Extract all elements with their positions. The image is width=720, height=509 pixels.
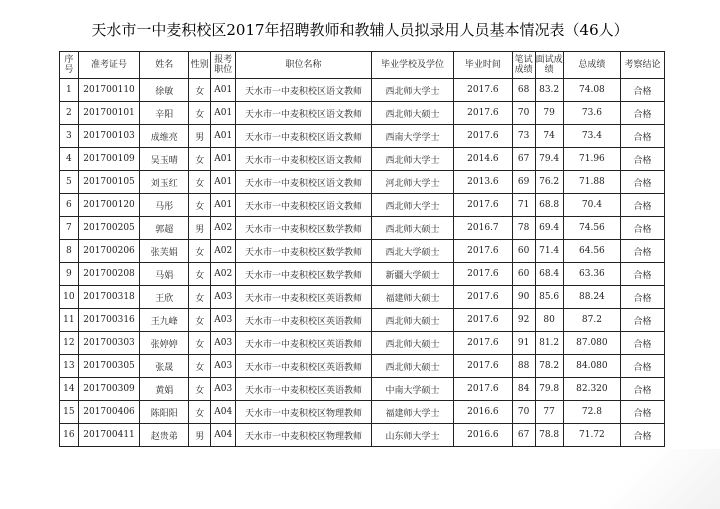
cell-total-score: 82.320 <box>563 378 620 401</box>
cell-name: 吴玉晴 <box>140 148 189 171</box>
cell-interview-score: 76.2 <box>535 171 563 194</box>
cell-no: 15 <box>60 401 79 424</box>
cell-interview-score: 78.8 <box>535 424 563 447</box>
cell-result: 合格 <box>621 309 665 332</box>
cell-name: 刘玉红 <box>140 171 189 194</box>
cell-school: 福建师大学士 <box>371 401 453 424</box>
cell-position-name: 天水市一中麦积校区英语教师 <box>236 355 372 378</box>
cell-name: 徐敏 <box>140 79 189 102</box>
table-row <box>60 355 665 378</box>
cell-position-code: A01 <box>211 171 236 194</box>
cell-sex: 男 <box>189 217 211 240</box>
cell-name: 黄娟 <box>140 378 189 401</box>
header-graduation: 毕业时间 <box>454 52 512 79</box>
cell-position-code: A01 <box>211 194 236 217</box>
cell-position-name: 天水市一中麦积校区英语教师 <box>236 286 372 309</box>
cell-interview-score: 74 <box>535 125 563 148</box>
cell-position-name: 天水市一中麦积校区语文教师 <box>236 148 372 171</box>
cell-position-code: A03 <box>211 309 236 332</box>
header-position-name: 职位名称 <box>236 52 372 79</box>
cell-exam-id: 201700316 <box>78 309 140 332</box>
cell-written-score: 91 <box>512 332 535 355</box>
cell-position-code: A02 <box>211 263 236 286</box>
cell-no: 8 <box>60 240 79 263</box>
cell-exam-id: 201700318 <box>78 286 140 309</box>
cell-exam-id: 201700103 <box>78 125 140 148</box>
cell-total-score: 73.4 <box>563 125 620 148</box>
table-row <box>60 194 665 217</box>
cell-result: 合格 <box>621 240 665 263</box>
cell-total-score: 63.36 <box>563 263 620 286</box>
cell-name: 王欣 <box>140 286 189 309</box>
cell-interview-score: 68.4 <box>535 263 563 286</box>
cell-interview-score: 85.6 <box>535 286 563 309</box>
table-row <box>60 79 665 102</box>
cell-school: 西北大学硕士 <box>371 240 453 263</box>
cell-interview-score: 79.8 <box>535 378 563 401</box>
cell-position-name: 天水市一中麦积校区语文教师 <box>236 125 372 148</box>
cell-graduation: 2016.6 <box>454 401 512 424</box>
cell-total-score: 64.56 <box>563 240 620 263</box>
cell-exam-id: 201700305 <box>78 355 140 378</box>
cell-interview-score: 69.4 <box>535 217 563 240</box>
cell-position-code: A03 <box>211 378 236 401</box>
cell-result: 合格 <box>621 125 665 148</box>
cell-position-code: A03 <box>211 286 236 309</box>
cell-total-score: 74.56 <box>563 217 620 240</box>
cell-school: 西北师大硕士 <box>371 309 453 332</box>
cell-written-score: 88 <box>512 355 535 378</box>
cell-sex: 女 <box>189 102 211 125</box>
cell-position-name: 天水市一中麦积校区语文教师 <box>236 79 372 102</box>
cell-position-code: A01 <box>211 102 236 125</box>
cell-position-code: A01 <box>211 148 236 171</box>
cell-written-score: 70 <box>512 401 535 424</box>
cell-total-score: 87.080 <box>563 332 620 355</box>
cell-school: 西北师大学士 <box>371 79 453 102</box>
cell-exam-id: 201700105 <box>78 171 140 194</box>
cell-sex: 女 <box>189 286 211 309</box>
cell-sex: 女 <box>189 79 211 102</box>
cell-interview-score: 78.2 <box>535 355 563 378</box>
cell-graduation: 2014.6 <box>454 148 512 171</box>
cell-written-score: 67 <box>512 148 535 171</box>
cell-result: 合格 <box>621 424 665 447</box>
cell-total-score: 87.2 <box>563 309 620 332</box>
cell-exam-id: 201700101 <box>78 102 140 125</box>
cell-position-name: 天水市一中麦积校区语文教师 <box>236 102 372 125</box>
cell-exam-id: 201700406 <box>78 401 140 424</box>
cell-sex: 女 <box>189 332 211 355</box>
cell-school: 西北师大硕士 <box>371 332 453 355</box>
cell-written-score: 60 <box>512 263 535 286</box>
cell-graduation: 2017.6 <box>454 263 512 286</box>
cell-position-code: A01 <box>211 79 236 102</box>
cell-written-score: 73 <box>512 125 535 148</box>
cell-school: 西北师大学士 <box>371 194 453 217</box>
cell-school: 河北师大学士 <box>371 171 453 194</box>
cell-graduation: 2017.6 <box>454 332 512 355</box>
cell-no: 2 <box>60 102 79 125</box>
cell-exam-id: 201700205 <box>78 217 140 240</box>
cell-sex: 女 <box>189 194 211 217</box>
cell-interview-score: 79 <box>535 102 563 125</box>
page-shadow <box>570 449 720 509</box>
cell-graduation: 2017.6 <box>454 79 512 102</box>
cell-written-score: 90 <box>512 286 535 309</box>
table-row <box>60 424 665 447</box>
cell-written-score: 60 <box>512 240 535 263</box>
cell-name: 辛阳 <box>140 102 189 125</box>
table-row <box>60 102 665 125</box>
cell-written-score: 92 <box>512 309 535 332</box>
table-row <box>60 240 665 263</box>
cell-result: 合格 <box>621 401 665 424</box>
cell-total-score: 71.72 <box>563 424 620 447</box>
table-row <box>60 263 665 286</box>
cell-no: 12 <box>60 332 79 355</box>
header-no: 序号 <box>60 52 79 79</box>
cell-position-name: 天水市一中麦积校区语文教师 <box>236 171 372 194</box>
table-row <box>60 332 665 355</box>
header-name: 姓名 <box>140 52 189 79</box>
cell-written-score: 70 <box>512 102 535 125</box>
table-row <box>60 286 665 309</box>
cell-result: 合格 <box>621 102 665 125</box>
cell-position-name: 天水市一中麦积校区数学教师 <box>236 240 372 263</box>
cell-total-score: 71.88 <box>563 171 620 194</box>
cell-written-score: 69 <box>512 171 535 194</box>
cell-graduation: 2013.6 <box>454 171 512 194</box>
cell-written-score: 78 <box>512 217 535 240</box>
cell-school: 西北师大硕士 <box>371 217 453 240</box>
cell-name: 张婷婷 <box>140 332 189 355</box>
cell-no: 5 <box>60 171 79 194</box>
cell-result: 合格 <box>621 263 665 286</box>
cell-total-score: 72.8 <box>563 401 620 424</box>
cell-sex: 男 <box>189 424 211 447</box>
cell-result: 合格 <box>621 171 665 194</box>
cell-school: 中南大学硕士 <box>371 378 453 401</box>
cell-result: 合格 <box>621 355 665 378</box>
cell-total-score: 71.96 <box>563 148 620 171</box>
cell-result: 合格 <box>621 194 665 217</box>
cell-position-code: A03 <box>211 332 236 355</box>
cell-position-name: 天水市一中麦积校区语文教师 <box>236 194 372 217</box>
table-row <box>60 125 665 148</box>
header-interview-score: 面试成绩 <box>535 52 563 79</box>
cell-graduation: 2017.6 <box>454 378 512 401</box>
cell-interview-score: 83.2 <box>535 79 563 102</box>
table-row <box>60 217 665 240</box>
cell-no: 10 <box>60 286 79 309</box>
cell-name: 陈阳阳 <box>140 401 189 424</box>
cell-no: 4 <box>60 148 79 171</box>
table-row <box>60 171 665 194</box>
cell-position-code: A04 <box>211 424 236 447</box>
cell-name: 王九峰 <box>140 309 189 332</box>
cell-school: 新疆大学硕士 <box>371 263 453 286</box>
cell-total-score: 73.6 <box>563 102 620 125</box>
cell-graduation: 2016.7 <box>454 217 512 240</box>
cell-name: 马彤 <box>140 194 189 217</box>
cell-name: 郭超 <box>140 217 189 240</box>
cell-result: 合格 <box>621 148 665 171</box>
cell-school: 山东师大学士 <box>371 424 453 447</box>
cell-written-score: 84 <box>512 378 535 401</box>
cell-exam-id: 201700110 <box>78 79 140 102</box>
cell-result: 合格 <box>621 79 665 102</box>
applicants-table <box>59 51 665 447</box>
cell-position-name: 天水市一中麦积校区英语教师 <box>236 332 372 355</box>
cell-position-name: 天水市一中麦积校区英语教师 <box>236 309 372 332</box>
cell-position-name: 天水市一中麦积校区数学教师 <box>236 263 372 286</box>
cell-sex: 男 <box>189 125 211 148</box>
cell-sex: 女 <box>189 263 211 286</box>
cell-graduation: 2016.6 <box>454 424 512 447</box>
cell-position-code: A04 <box>211 401 236 424</box>
cell-exam-id: 201700411 <box>78 424 140 447</box>
cell-written-score: 68 <box>512 79 535 102</box>
header-sex: 性别 <box>189 52 211 79</box>
cell-sex: 女 <box>189 355 211 378</box>
cell-position-code: A02 <box>211 240 236 263</box>
cell-exam-id: 201700208 <box>78 263 140 286</box>
cell-interview-score: 68.8 <box>535 194 563 217</box>
cell-written-score: 67 <box>512 424 535 447</box>
cell-position-name: 天水市一中麦积校区物理教师 <box>236 401 372 424</box>
cell-position-code: A01 <box>211 125 236 148</box>
cell-graduation: 2017.6 <box>454 309 512 332</box>
cell-no: 14 <box>60 378 79 401</box>
cell-exam-id: 201700120 <box>78 194 140 217</box>
cell-total-score: 88.24 <box>563 286 620 309</box>
cell-school: 西北师大学士 <box>371 148 453 171</box>
table-row <box>60 309 665 332</box>
cell-interview-score: 71.4 <box>535 240 563 263</box>
cell-no: 3 <box>60 125 79 148</box>
cell-school: 西北师大硕士 <box>371 355 453 378</box>
cell-sex: 女 <box>189 148 211 171</box>
cell-sex: 女 <box>189 171 211 194</box>
header-total-score: 总成绩 <box>563 52 620 79</box>
cell-exam-id: 201700109 <box>78 148 140 171</box>
header-position-code: 报考职位 <box>211 52 236 79</box>
cell-no: 11 <box>60 309 79 332</box>
cell-graduation: 2017.6 <box>454 355 512 378</box>
cell-school: 西北师大硕士 <box>371 102 453 125</box>
cell-no: 6 <box>60 194 79 217</box>
cell-school: 西南大学学士 <box>371 125 453 148</box>
cell-no: 7 <box>60 217 79 240</box>
cell-no: 9 <box>60 263 79 286</box>
cell-result: 合格 <box>621 286 665 309</box>
cell-total-score: 74.08 <box>563 79 620 102</box>
header-result: 考察结论 <box>621 52 665 79</box>
cell-graduation: 2017.6 <box>454 286 512 309</box>
cell-name: 赵贵弟 <box>140 424 189 447</box>
cell-total-score: 70.4 <box>563 194 620 217</box>
cell-position-name: 天水市一中麦积校区数学教师 <box>236 217 372 240</box>
cell-result: 合格 <box>621 378 665 401</box>
cell-name: 张芙娟 <box>140 240 189 263</box>
cell-written-score: 71 <box>512 194 535 217</box>
cell-exam-id: 201700206 <box>78 240 140 263</box>
cell-no: 1 <box>60 79 79 102</box>
cell-sex: 女 <box>189 309 211 332</box>
header-row <box>60 52 665 79</box>
table-row <box>60 378 665 401</box>
cell-interview-score: 77 <box>535 401 563 424</box>
cell-sex: 女 <box>189 240 211 263</box>
cell-interview-score: 80 <box>535 309 563 332</box>
cell-interview-score: 81.2 <box>535 332 563 355</box>
table-row <box>60 148 665 171</box>
cell-position-name: 天水市一中麦积校区英语教师 <box>236 378 372 401</box>
cell-result: 合格 <box>621 217 665 240</box>
cell-position-name: 天水市一中麦积校区物理教师 <box>236 424 372 447</box>
cell-name: 成维亮 <box>140 125 189 148</box>
cell-interview-score: 79.4 <box>535 148 563 171</box>
document-title: 天水市一中麦积校区2017年招聘教师和教辅人员拟录用人员基本情况表（46人） <box>91 21 629 39</box>
cell-graduation: 2017.6 <box>454 102 512 125</box>
cell-sex: 女 <box>189 378 211 401</box>
cell-exam-id: 201700309 <box>78 378 140 401</box>
cell-graduation: 2017.6 <box>454 240 512 263</box>
header-exam-id: 准考证号 <box>78 52 140 79</box>
cell-name: 张晟 <box>140 355 189 378</box>
cell-name: 马娟 <box>140 263 189 286</box>
cell-no: 13 <box>60 355 79 378</box>
cell-sex: 女 <box>189 401 211 424</box>
cell-school: 福建师大硕士 <box>371 286 453 309</box>
cell-graduation: 2017.6 <box>454 194 512 217</box>
header-school: 毕业学校及学位 <box>371 52 453 79</box>
cell-graduation: 2017.6 <box>454 125 512 148</box>
cell-no: 16 <box>60 424 79 447</box>
header-written-score: 笔试成绩 <box>512 52 535 79</box>
cell-position-code: A03 <box>211 355 236 378</box>
cell-exam-id: 201700303 <box>78 332 140 355</box>
table-row <box>60 401 665 424</box>
cell-result: 合格 <box>621 332 665 355</box>
cell-position-code: A02 <box>211 217 236 240</box>
cell-total-score: 84.080 <box>563 355 620 378</box>
